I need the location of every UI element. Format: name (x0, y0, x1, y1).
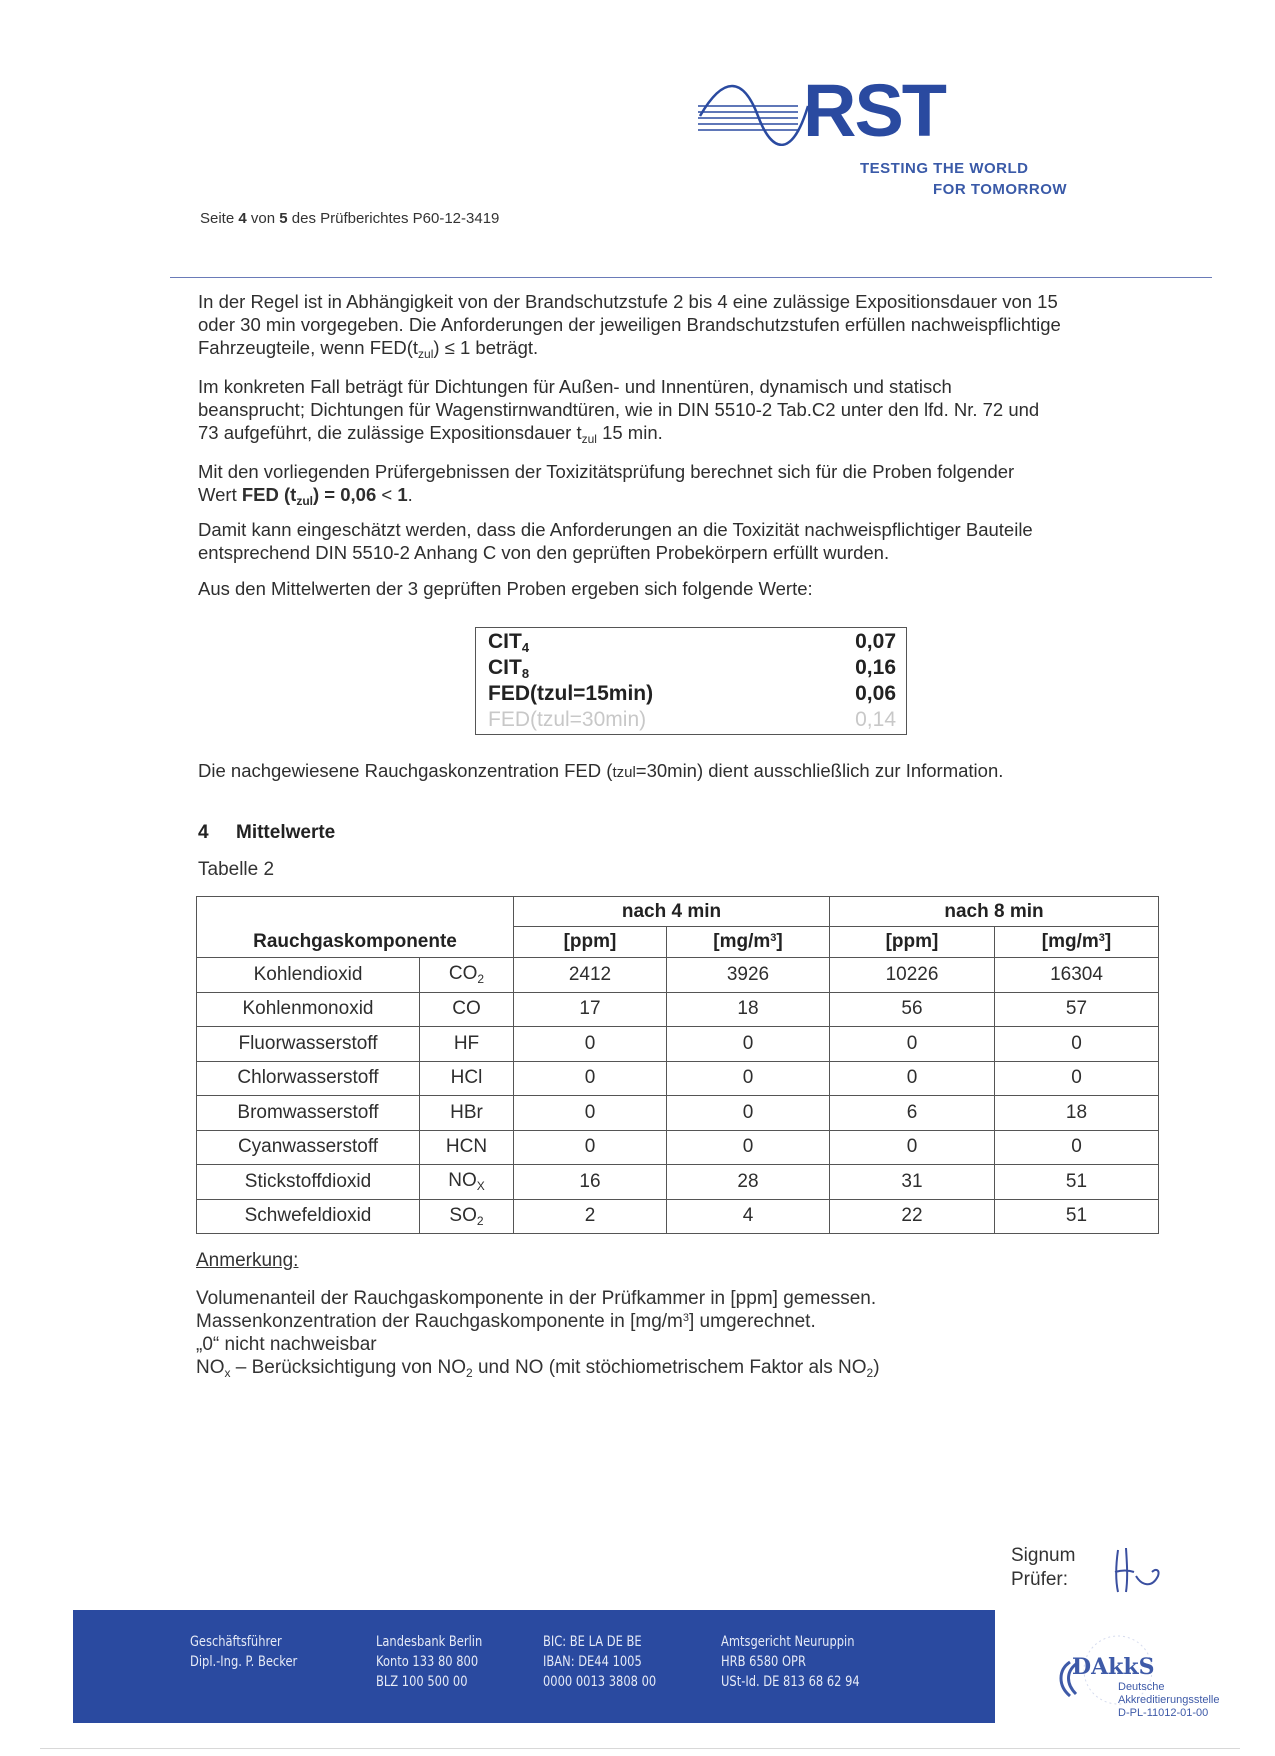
table-row: Kohlenmonoxid CO 17 18 56 57 (197, 992, 1159, 1027)
table-row: Cyanwasserstoff HCN 0 0 0 0 (197, 1130, 1159, 1165)
table-row: Bromwasserstoff HBr 0 0 6 18 (197, 1096, 1159, 1131)
component-header: Rauchgaskomponente (197, 927, 514, 958)
logo-text: RST (803, 76, 945, 146)
summary-row-cit4: $CIT_4$ 0,07 (488, 630, 896, 655)
page-info: Seite 4 von 5 des Prüfberichtes P60-12-3419 (200, 210, 500, 227)
footer-iban: BIC: BE LA DE BE IBAN: DE44 1005 0000 0013 3808 00 (543, 1634, 657, 1690)
section-title: Mittelwerte (236, 822, 336, 843)
remark-line-4: $NO_x$ – Berücksichtigung von $NO_2$ und NO (mit stöchiometrischem Faktor als $NO_2$) (196, 1357, 880, 1380)
summary-row-fed30: FED(tzul=30min) 0,14 (488, 708, 896, 731)
unit-ppm-8min: [ppm] (830, 927, 995, 958)
mean-values-table (196, 896, 1159, 1234)
table-caption: Tabelle 2 (198, 859, 275, 880)
header-divider (170, 277, 1212, 278)
table-row: Fluorwasserstoff HF 0 0 0 0 (197, 1027, 1159, 1062)
summary-row-cit8: $CIT_8$ 0,16 (488, 656, 896, 681)
info-note: Die nachgewiesene Rauchgaskonzentration FED (tzul=30min) dient ausschließlich zur Information. (198, 760, 1004, 781)
paragraph-5: Aus den Mittelwerten der 3 geprüften Proben ergeben sich folgende Werte: (198, 578, 813, 599)
remark-line-1: Volumenanteil der Rauchgaskomponente in der Prüfkammer in [ppm] gemessen. (196, 1288, 877, 1309)
group-header-8min: nach 8 min (830, 897, 1159, 927)
unit-ppm-4min: [ppm] (514, 927, 667, 958)
examiner-label: Prüfer: (1011, 1569, 1069, 1590)
summary-row-fed15: FED(tzul=15min) 0,06 (488, 682, 896, 705)
dakks-sub1: Deutsche (1118, 1681, 1165, 1693)
summary-box (475, 627, 907, 735)
remark-line-2: Massenkonzentration der Rauchgaskomponente in $[mg/m^3]$ umgerechnet. (196, 1311, 816, 1332)
rst-logo (698, 76, 1008, 146)
group-header-4min: nach 4 min (514, 897, 830, 927)
dakks-accreditation-number: D-PL-11012-01-00 (1118, 1707, 1209, 1719)
unit-mg-8min: $[mg/m^3]$ (995, 927, 1159, 958)
dakks-sub2: Akkreditierungsstelle (1118, 1694, 1220, 1706)
paragraph-3: Mit den vorliegenden Prüfergebnissen der Toxizitätsprüfung berechnet sich für die Proben folgender Wert FED $(t_{zul}) = 0,06 < 1$. (198, 461, 1015, 508)
footer-register: Amtsgericht Neuruppin HRB 6580 OPR USt-Id. DE 813 68 62 94 (721, 1634, 860, 1690)
footer-bank: Landesbank Berlin Konto 133 80 800 BLZ 100 500 00 (376, 1634, 483, 1690)
table-row: Kohlendioxid $CO_2$ 2412 3926 10226 16304 (197, 958, 1159, 993)
paragraph-1: In der Regel ist in Abhängigkeit von der Brandschutzstufe 2 bis 4 eine zulässige Expositionsdauer von 15 oder 30 min vorgegeben. Die Anforderungen der jeweiligen Brandschutzstufen erfüllen nachweispflichtige Fahrzeugteile, wenn $FED(t_{zul}) \le 1$ beträgt. (198, 291, 1061, 361)
table-row: Stickstoffdioxid $NO_X$ 16 28 31 51 (197, 1165, 1159, 1200)
paragraph-2: Im konkreten Fall beträgt für Dichtungen für Außen- und Innentüren, dynamisch und statisch beansprucht; Dichtungen für Wagenstirnwandtüren, wie in DIN 5510-2 Tab.C2 unter den lfd. Nr. 72 und 73 aufgeführt, die zulässige Expositionsdauer $t_{zul}$ 15 min. (198, 376, 1040, 446)
handwritten-signature (1112, 1546, 1162, 1594)
remarks-title: Anmerkung: (196, 1250, 299, 1271)
footer-bar (73, 1610, 995, 1723)
dakks-name: DAkkS (1072, 1654, 1155, 1680)
remark-line-3: „0“ nicht nachweisbar (196, 1334, 377, 1355)
table-header-row-1 (197, 897, 1159, 927)
paragraph-4: Damit kann eingeschätzt werden, dass die Anforderungen an die Toxizität nachweispflichtiger Bauteile entsprechend DIN 5510-2 Anhang C von den geprüften Probekörpern erfüllt wurden. (198, 519, 1033, 563)
signature-label: Signum (1011, 1545, 1076, 1566)
tagline-line2: FOR TOMORROW (933, 181, 1068, 198)
table-row: Chlorwasserstoff HCl 0 0 0 0 (197, 1061, 1159, 1096)
footer-management: Geschäftsführer Dipl.-Ing. P. Becker (190, 1634, 298, 1670)
table-row: Schwefeldioxid $SO_2$ 2 4 22 51 (197, 1199, 1159, 1234)
unit-mg-4min: $[mg/m^3]$ (667, 927, 830, 958)
tagline-line1: TESTING THE WORLD (860, 160, 1029, 177)
table-header-row-2 (197, 927, 1159, 958)
bottom-divider (40, 1748, 1240, 1749)
section-number: 4 (198, 822, 209, 843)
